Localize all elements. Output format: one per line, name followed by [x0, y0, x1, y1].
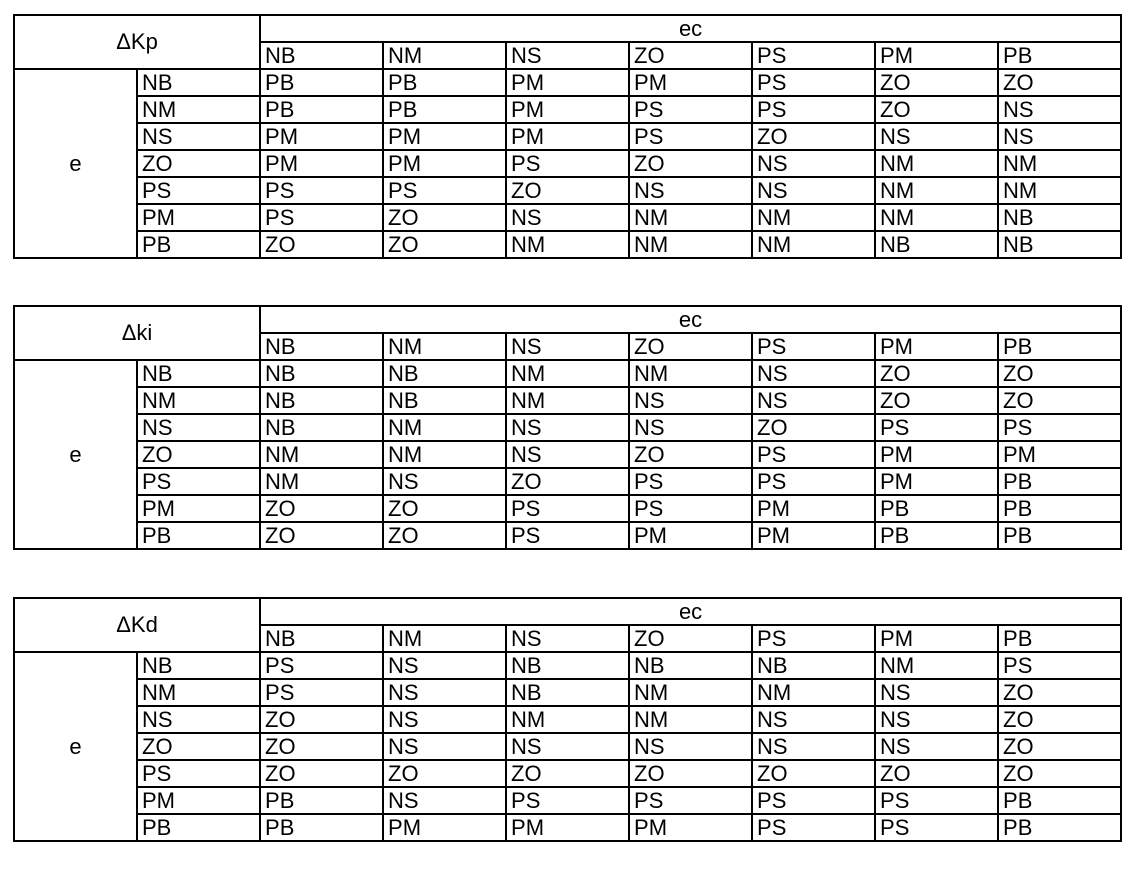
- table-cell: NB: [875, 231, 998, 258]
- row-label: PM: [137, 495, 260, 522]
- table-cell: ZO: [998, 679, 1121, 706]
- table-cell: NS: [383, 468, 506, 495]
- table-cell: NM: [998, 150, 1121, 177]
- table-cell: ZO: [260, 522, 383, 549]
- table-cell: NS: [875, 123, 998, 150]
- ec-header: ec: [260, 306, 1121, 333]
- table-cell: NB: [260, 387, 383, 414]
- table-row: [14, 360, 1121, 387]
- table-cell: PS: [752, 787, 875, 814]
- table-cell: NS: [506, 733, 629, 760]
- table-cell: NM: [875, 150, 998, 177]
- table-cell: ZO: [998, 69, 1121, 96]
- row-label: PM: [137, 204, 260, 231]
- table-cell: ZO: [998, 360, 1121, 387]
- table-cell: PS: [506, 522, 629, 549]
- table-cell: NM: [506, 706, 629, 733]
- kp-rule-table: [13, 14, 1122, 259]
- table-title: ΔKd: [14, 598, 260, 652]
- e-label: e: [14, 69, 137, 258]
- table-cell: NM: [629, 360, 752, 387]
- column-header: PM: [875, 42, 998, 69]
- column-header: PB: [998, 42, 1121, 69]
- header-row: [14, 306, 1121, 333]
- header-row: [14, 15, 1121, 42]
- table-cell: NB: [506, 679, 629, 706]
- table-cell: ZO: [752, 123, 875, 150]
- row-label: PB: [137, 814, 260, 841]
- column-header: NS: [506, 42, 629, 69]
- row-label: PS: [137, 468, 260, 495]
- table-cell: ZO: [875, 69, 998, 96]
- table-cell: ZO: [383, 204, 506, 231]
- row-label: NS: [137, 706, 260, 733]
- table-cell: NS: [383, 733, 506, 760]
- table-cell: PM: [260, 123, 383, 150]
- table-row: [14, 814, 1121, 841]
- row-label: ZO: [137, 441, 260, 468]
- table-cell: PS: [752, 69, 875, 96]
- row-label: ZO: [137, 150, 260, 177]
- table-cell: PM: [383, 150, 506, 177]
- table-cell: NM: [875, 177, 998, 204]
- table-cell: ZO: [260, 706, 383, 733]
- table-cell: NS: [875, 706, 998, 733]
- table-cell: PS: [383, 177, 506, 204]
- table-cell: PM: [629, 522, 752, 549]
- table-cell: NS: [752, 387, 875, 414]
- table-cell: NB: [998, 204, 1121, 231]
- table-row: [14, 652, 1121, 679]
- row-label: ZO: [137, 733, 260, 760]
- table-cell: PS: [506, 495, 629, 522]
- table-cell: PB: [998, 814, 1121, 841]
- table-row: [14, 387, 1121, 414]
- table-cell: PS: [629, 468, 752, 495]
- row-label: NS: [137, 123, 260, 150]
- table-cell: NM: [875, 204, 998, 231]
- table-cell: PS: [752, 814, 875, 841]
- table-cell: NS: [752, 706, 875, 733]
- column-header: NM: [383, 625, 506, 652]
- table-row: [14, 150, 1121, 177]
- table-cell: PM: [506, 814, 629, 841]
- table-cell: PM: [875, 468, 998, 495]
- table-cell: ZO: [260, 495, 383, 522]
- table-title: ΔKp: [14, 15, 260, 69]
- table-cell: NS: [752, 150, 875, 177]
- table-cell: ZO: [506, 468, 629, 495]
- table-cell: NS: [383, 679, 506, 706]
- table-cell: ZO: [506, 760, 629, 787]
- table-cell: PM: [506, 69, 629, 96]
- table-cell: ZO: [260, 231, 383, 258]
- table-cell: NB: [506, 652, 629, 679]
- table-cell: NS: [629, 177, 752, 204]
- table-cell: PS: [998, 652, 1121, 679]
- table-cell: ZO: [383, 522, 506, 549]
- table-cell: ZO: [875, 360, 998, 387]
- ec-header: ec: [260, 598, 1121, 625]
- table-cell: PB: [998, 787, 1121, 814]
- table-cell: NM: [752, 204, 875, 231]
- table-cell: NS: [875, 733, 998, 760]
- table-cell: PS: [752, 441, 875, 468]
- table-row: [14, 468, 1121, 495]
- row-label: PS: [137, 177, 260, 204]
- table-cell: NM: [260, 441, 383, 468]
- table-cell: PM: [506, 96, 629, 123]
- table-cell: NM: [629, 204, 752, 231]
- table-cell: PS: [998, 414, 1121, 441]
- table-cell: ZO: [260, 760, 383, 787]
- table-cell: PS: [875, 814, 998, 841]
- table-cell: NS: [752, 177, 875, 204]
- column-header: ZO: [629, 42, 752, 69]
- table-cell: ZO: [260, 733, 383, 760]
- table-cell: ZO: [383, 760, 506, 787]
- table-row: [14, 123, 1121, 150]
- table-cell: NM: [260, 468, 383, 495]
- table-cell: ZO: [629, 150, 752, 177]
- table-cell: NS: [752, 733, 875, 760]
- row-label: NB: [137, 652, 260, 679]
- table-cell: NM: [506, 231, 629, 258]
- table-cell: PS: [629, 495, 752, 522]
- table-row: [14, 760, 1121, 787]
- table-cell: NS: [629, 733, 752, 760]
- table-cell: ZO: [506, 177, 629, 204]
- kd-rule-table: [13, 597, 1122, 842]
- table-row: [14, 495, 1121, 522]
- table-cell: PM: [752, 522, 875, 549]
- column-header: NS: [506, 625, 629, 652]
- table-row: [14, 96, 1121, 123]
- column-header: NS: [506, 333, 629, 360]
- table-cell: NS: [506, 414, 629, 441]
- table-cell: NM: [998, 177, 1121, 204]
- column-header: NM: [383, 42, 506, 69]
- table-cell: PS: [260, 204, 383, 231]
- table-cell: NS: [506, 441, 629, 468]
- row-label: NM: [137, 679, 260, 706]
- table-cell: PS: [629, 787, 752, 814]
- table-cell: NB: [260, 414, 383, 441]
- column-header: PS: [752, 42, 875, 69]
- column-header: ZO: [629, 333, 752, 360]
- row-label: PB: [137, 231, 260, 258]
- table-cell: ZO: [875, 387, 998, 414]
- table-row: [14, 441, 1121, 468]
- table-cell: PB: [875, 522, 998, 549]
- row-label: PS: [137, 760, 260, 787]
- table-cell: NS: [383, 706, 506, 733]
- table-cell: PM: [506, 123, 629, 150]
- table-cell: NM: [875, 652, 998, 679]
- table-cell: PB: [260, 69, 383, 96]
- table-cell: NM: [629, 679, 752, 706]
- table-cell: NM: [383, 441, 506, 468]
- table-cell: PB: [875, 495, 998, 522]
- table-cell: PB: [260, 787, 383, 814]
- table-cell: PS: [875, 414, 998, 441]
- table-row: [14, 177, 1121, 204]
- table-cell: PB: [998, 468, 1121, 495]
- column-header: ZO: [629, 625, 752, 652]
- table-cell: PM: [752, 495, 875, 522]
- e-label: e: [14, 652, 137, 841]
- row-label: NB: [137, 360, 260, 387]
- table-cell: ZO: [752, 414, 875, 441]
- table-cell: NB: [260, 360, 383, 387]
- table-cell: ZO: [998, 760, 1121, 787]
- column-header: NM: [383, 333, 506, 360]
- table-cell: NS: [629, 387, 752, 414]
- table-cell: ZO: [875, 96, 998, 123]
- table-cell: PB: [998, 522, 1121, 549]
- column-header: PB: [998, 333, 1121, 360]
- table-cell: PS: [260, 679, 383, 706]
- table-cell: PS: [506, 787, 629, 814]
- column-header: NB: [260, 333, 383, 360]
- row-label: NB: [137, 69, 260, 96]
- table-cell: NB: [629, 652, 752, 679]
- table-row: [14, 69, 1121, 96]
- table-cell: NM: [506, 387, 629, 414]
- column-header: NB: [260, 625, 383, 652]
- table-cell: NS: [998, 96, 1121, 123]
- column-header: PS: [752, 625, 875, 652]
- table-cell: NB: [383, 387, 506, 414]
- table-cell: ZO: [998, 706, 1121, 733]
- table-cell: PB: [998, 495, 1121, 522]
- table-cell: PM: [383, 123, 506, 150]
- table-cell: PM: [629, 814, 752, 841]
- table-cell: PS: [629, 96, 752, 123]
- table-cell: NB: [752, 652, 875, 679]
- row-label: NM: [137, 96, 260, 123]
- table-cell: NM: [629, 706, 752, 733]
- table-cell: ZO: [383, 495, 506, 522]
- table-cell: PS: [752, 96, 875, 123]
- table-cell: NS: [383, 787, 506, 814]
- ki-rule-table: [13, 305, 1122, 550]
- table-cell: ZO: [998, 733, 1121, 760]
- row-label: NM: [137, 387, 260, 414]
- table-cell: NM: [752, 231, 875, 258]
- table-cell: NM: [506, 360, 629, 387]
- table-cell: PS: [629, 123, 752, 150]
- row-label: PB: [137, 522, 260, 549]
- column-header: PB: [998, 625, 1121, 652]
- e-label: e: [14, 360, 137, 549]
- row-label: NS: [137, 414, 260, 441]
- column-header: NB: [260, 42, 383, 69]
- table-cell: NM: [629, 231, 752, 258]
- table-cell: PM: [875, 441, 998, 468]
- table-cell: PB: [260, 814, 383, 841]
- column-header: PS: [752, 333, 875, 360]
- table-row: [14, 414, 1121, 441]
- table-cell: ZO: [629, 441, 752, 468]
- table-cell: PS: [260, 177, 383, 204]
- table-cell: NB: [998, 231, 1121, 258]
- header-row: [14, 598, 1121, 625]
- table-row: [14, 679, 1121, 706]
- table-cell: ZO: [629, 760, 752, 787]
- table-cell: ZO: [875, 760, 998, 787]
- table-cell: PS: [875, 787, 998, 814]
- table-cell: NS: [875, 679, 998, 706]
- table-row: [14, 733, 1121, 760]
- table-cell: NM: [752, 679, 875, 706]
- table-cell: NB: [383, 360, 506, 387]
- table-cell: NS: [383, 652, 506, 679]
- table-row: [14, 204, 1121, 231]
- table-row: [14, 522, 1121, 549]
- table-cell: PB: [383, 96, 506, 123]
- ec-header: ec: [260, 15, 1121, 42]
- table-title: Δki: [14, 306, 260, 360]
- table-cell: NS: [752, 360, 875, 387]
- table-row: [14, 231, 1121, 258]
- table-cell: PM: [260, 150, 383, 177]
- table-cell: PS: [506, 150, 629, 177]
- table-cell: NS: [998, 123, 1121, 150]
- column-header: PM: [875, 333, 998, 360]
- table-cell: PB: [260, 96, 383, 123]
- table-cell: NS: [506, 204, 629, 231]
- table-cell: PM: [383, 814, 506, 841]
- table-cell: NS: [629, 414, 752, 441]
- table-cell: PS: [260, 652, 383, 679]
- table-cell: ZO: [383, 231, 506, 258]
- table-row: [14, 706, 1121, 733]
- table-cell: PB: [383, 69, 506, 96]
- table-cell: PS: [752, 468, 875, 495]
- table-cell: NM: [383, 414, 506, 441]
- table-cell: PM: [998, 441, 1121, 468]
- table-cell: ZO: [752, 760, 875, 787]
- row-label: PM: [137, 787, 260, 814]
- table-cell: PM: [629, 69, 752, 96]
- table-row: [14, 787, 1121, 814]
- column-header: PM: [875, 625, 998, 652]
- table-cell: ZO: [998, 387, 1121, 414]
